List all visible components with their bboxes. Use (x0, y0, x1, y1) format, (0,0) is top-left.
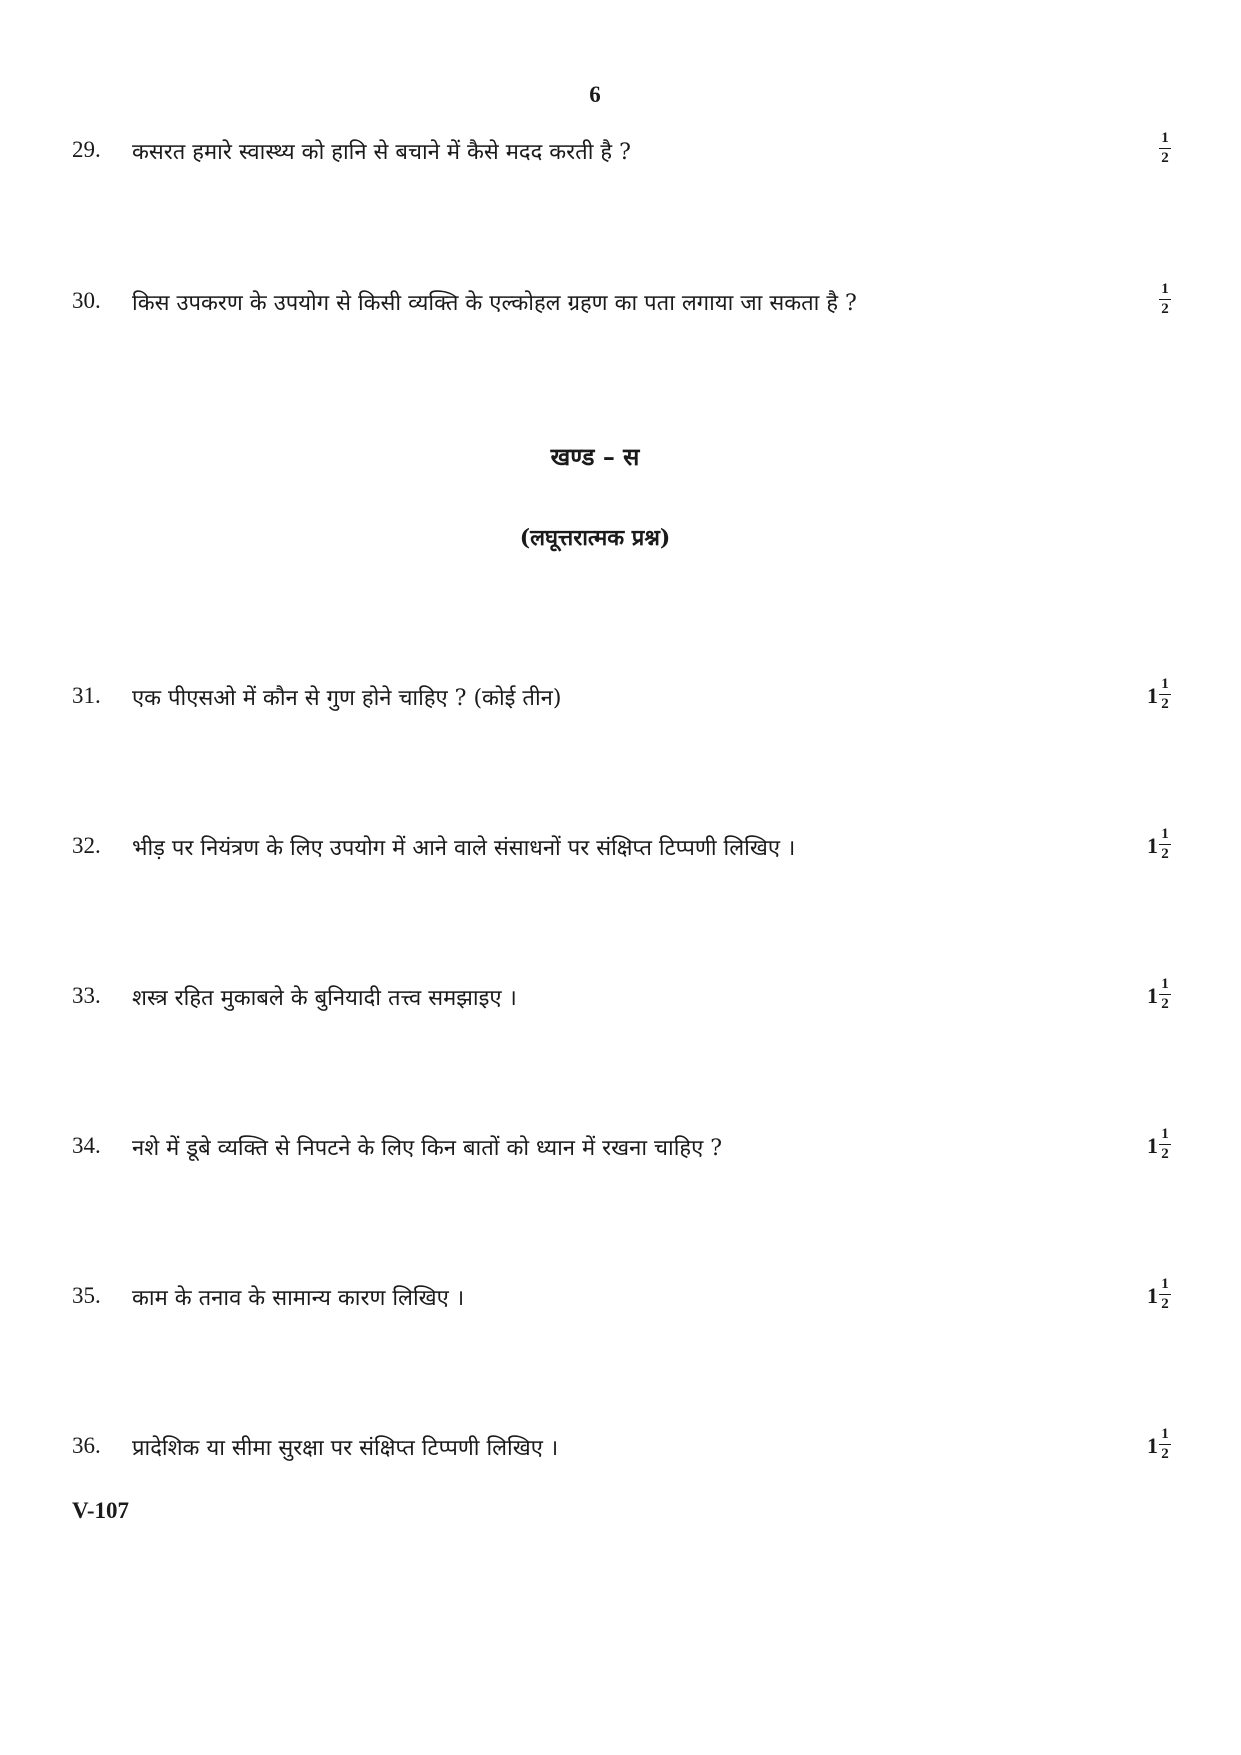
marks-whole: 1 (1147, 1133, 1158, 1158)
marks-fraction (1158, 131, 1172, 166)
marks-numerator: 1 (1161, 676, 1169, 692)
marks-fraction (1158, 977, 1172, 1012)
marks-denominator: 2 (1161, 996, 1169, 1012)
question-text: काम के तनाव के सामान्य कारण लिखिए । (132, 1286, 465, 1311)
marks-numerator: 1 (1161, 1126, 1169, 1142)
marks (1112, 823, 1172, 873)
marks-numerator: 1 (1161, 1276, 1169, 1292)
marks-denominator: 2 (1161, 696, 1169, 712)
marks (1112, 1123, 1172, 1173)
marks (1112, 127, 1172, 177)
fraction-bar (1159, 1294, 1171, 1295)
page-number: 6 (589, 82, 601, 107)
fraction-bar (1159, 1444, 1171, 1445)
marks-denominator: 2 (1161, 1446, 1169, 1462)
question-number: 34. (72, 1133, 101, 1158)
question-34 (72, 1123, 1172, 1173)
paper-code: V-107 (72, 1498, 130, 1523)
marks-denominator: 2 (1161, 846, 1169, 862)
marks-fraction (1158, 1277, 1172, 1312)
question-number: 32. (72, 833, 101, 858)
section-title: खण्ड – स (550, 442, 640, 471)
question-number: 33. (72, 983, 101, 1008)
question-number: 30. (72, 288, 101, 313)
marks-whole: 1 (1147, 683, 1158, 708)
question-text: शस्त्र रहित मुकाबले के बुनियादी तत्त्व समझाइए । (132, 986, 517, 1011)
question-text: प्रादेशिक या सीमा सुरक्षा पर संक्षिप्त टिप्पणी लिखिए । (132, 1436, 559, 1461)
marks-denominator: 2 (1161, 150, 1169, 166)
marks-denominator: 2 (1161, 301, 1169, 317)
fraction-bar (1159, 994, 1171, 995)
question-number: 29. (72, 137, 101, 162)
marks-fraction (1158, 1427, 1172, 1462)
marks-numerator: 1 (1161, 976, 1169, 992)
section-subtitle: (लघूत्तरात्मक प्रश्न) (519, 525, 671, 551)
marks (1112, 278, 1172, 328)
marks (1112, 973, 1172, 1023)
question-text: एक पीएसओ में कौन से गुण होने चाहिए ? (कोई तीन) (132, 686, 562, 711)
fraction-bar (1159, 694, 1171, 695)
marks (1112, 673, 1172, 723)
question-text: कसरत हमारे स्वास्थ्य को हानि से बचाने में कैसे मदद करती है ? (132, 140, 631, 165)
fraction-bar (1159, 299, 1171, 300)
marks-fraction (1158, 677, 1172, 712)
question-35 (72, 1273, 1172, 1323)
fraction-bar (1159, 844, 1171, 845)
marks-fraction (1158, 1127, 1172, 1162)
question-32 (72, 823, 1172, 873)
marks-fraction (1158, 827, 1172, 862)
question-number: 31. (72, 683, 101, 708)
marks (1112, 1273, 1172, 1323)
marks-whole: 1 (1147, 983, 1158, 1008)
question-text: किस उपकरण के उपयोग से किसी व्यक्ति के एल्कोहल ग्रहण का पता लगाया जा सकता है ? (132, 291, 857, 316)
marks-numerator: 1 (1161, 826, 1169, 842)
marks-whole: 1 (1147, 1433, 1158, 1458)
question-30 (72, 278, 1172, 328)
question-text: भीड़ पर नियंत्रण के लिए उपयोग में आने वाले संसाधनों पर संक्षिप्त टिप्पणी लिखिए । (132, 836, 796, 861)
fraction-bar (1159, 1144, 1171, 1145)
marks (1112, 1423, 1172, 1473)
question-29 (72, 127, 1172, 177)
marks-fraction (1158, 282, 1172, 317)
question-31 (72, 673, 1172, 723)
marks-numerator: 1 (1161, 130, 1169, 146)
marks-denominator: 2 (1161, 1146, 1169, 1162)
question-text: नशे में डूबे व्यक्ति से निपटने के लिए किन बातों को ध्यान में रखना चाहिए ? (132, 1136, 723, 1161)
marks-whole: 1 (1147, 1283, 1158, 1308)
question-number: 35. (72, 1283, 101, 1308)
marks-numerator: 1 (1161, 281, 1169, 297)
question-36 (72, 1423, 1172, 1473)
question-number: 36. (72, 1433, 101, 1458)
marks-numerator: 1 (1161, 1426, 1169, 1442)
marks-whole: 1 (1147, 833, 1158, 858)
marks-denominator: 2 (1161, 1296, 1169, 1312)
fraction-bar (1159, 148, 1171, 149)
question-33 (72, 973, 1172, 1023)
